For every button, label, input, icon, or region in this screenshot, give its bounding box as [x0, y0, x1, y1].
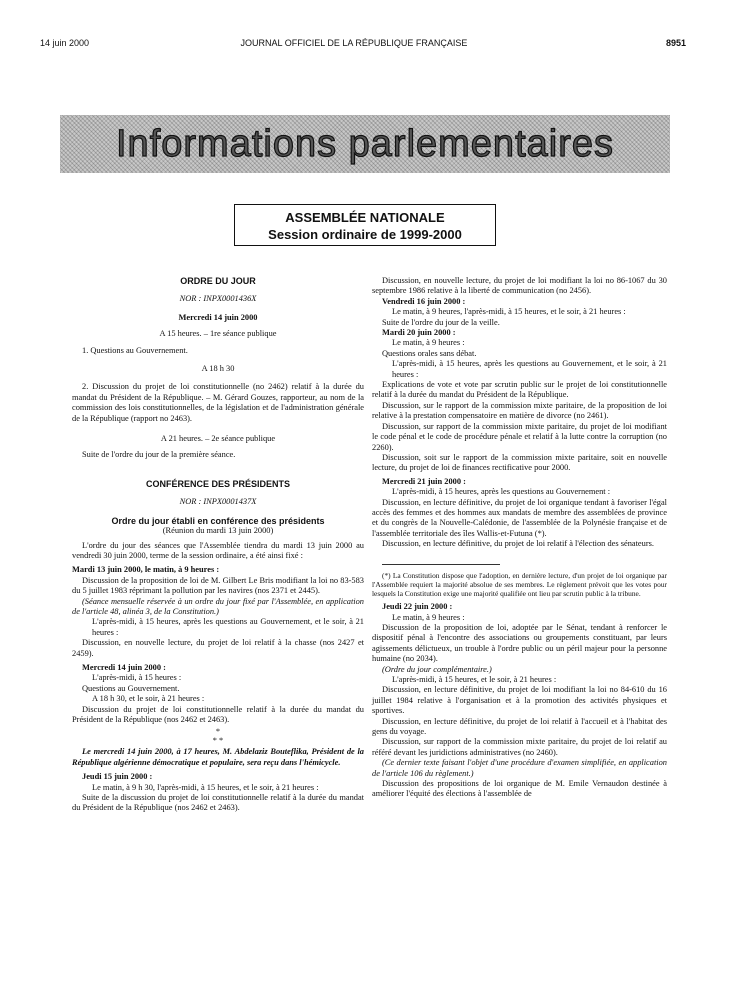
paragraph: L'après-midi, à 15 heures, après les questions au Gouvernement, et le soir, à 21 heures : — [392, 359, 667, 379]
item-1: 1. Questions au Gouvernement. — [82, 345, 188, 355]
paragraph: Questions au Gouvernement. — [82, 683, 180, 693]
paragraph: Discussion de la proposition de loi, adoptée par le Sénat, tendant à renforcer le dispositif pénal à l'encontre des associations ou groupements constituant, par leurs agissements délictueux, un trouble à l'ordre public ou un péril majeur pour la personne humaine (no 2034). — [372, 622, 667, 664]
paragraph: Discussion, en lecture définitive, du projet de loi relatif à l'élection des sénateurs. — [382, 539, 654, 549]
day-heading: Mercredi 14 juin 2000 — [178, 312, 258, 322]
seance-1: A 15 heures. – 1re séance publique — [159, 329, 277, 339]
paragraph: Discussion, sur le rapport de la commission mixte paritaire, de la proposition de loi relative à la prestation compensatoire en matière de divorce (no 2461). — [372, 400, 667, 421]
day-heading: Mercredi 21 juin 2000 : — [382, 476, 466, 486]
paragraph: Questions orales sans débat. — [382, 348, 477, 358]
paragraph: (Ordre du jour complémentaire.) — [382, 664, 492, 674]
paragraph: Le matin, à 9 heures : — [392, 338, 465, 348]
left-column — [72, 276, 364, 814]
paragraph: Le mercredi 14 juin 2000, à 17 heures, M. Abdelaziz Bouteflika, Président de la République algérienne démocratique et populaire, sera reçu dans l'hémicycle. — [72, 747, 364, 767]
intro: L'ordre du jour des séances que l'Assemblée tiendra du mardi 13 juin 2000 au vendredi 30 juin 2000, terme de la session ordinaire, a été ainsi fixé : — [72, 540, 364, 560]
page-number: 8951 — [665, 38, 686, 48]
seance-2: A 21 heures. – 2e séance publique — [160, 434, 276, 444]
paragraph: Discussion des propositions de loi organique de M. Emile Vernaudon destinée à améliorer l'équité des élections à l'assemblée de — [372, 779, 667, 799]
session-name: Session ordinaire de 1999-2000 — [268, 227, 462, 242]
paragraph: L'après-midi, à 15 heures, après les questions au Gouvernement : — [392, 487, 611, 497]
right-column — [372, 276, 667, 800]
nor-2: NOR : INPX0001437X — [179, 497, 257, 507]
conference-title: CONFÉRENCE DES PRÉSIDENTS — [145, 478, 291, 489]
day-heading: Mardi 20 juin 2000 : — [382, 328, 456, 338]
paragraph: L'après-midi, à 15 heures : — [92, 673, 182, 683]
paragraph: (Ce dernier texte faisant l'objet d'une procédure d'examen simplifiée, en application de l'article 106 du règlement.) — [372, 758, 667, 778]
assembly-box — [234, 204, 496, 246]
paragraph: Discussion du projet de loi constitutionnelle relatif à la durée du mandat du Président de la République (nos 2462 et 2463). — [72, 704, 364, 724]
day-heading: Jeudi 22 juin 2000 : — [382, 602, 453, 612]
paragraph: Suite de l'ordre du jour de la veille. — [382, 317, 500, 327]
ordre-du-jour-title: ORDRE DU JOUR — [180, 276, 256, 286]
section-banner — [60, 115, 670, 173]
paragraph: Discussion, en lecture définitive, du projet de loi organique tendant à favoriser l'égal accès des femmes et des hommes aux mandats de membre des assemblées de province et du congrès de la Nouvelle-Calédonie, de l'assemblée de la Polynésie française et de l'assemblée territoriale des îles Wallis-et-Futuna (*). — [372, 497, 667, 538]
paragraph: Le matin, à 9 heures, l'après-midi, à 15 heures, et le soir, à 21 heures : — [392, 307, 626, 317]
suite-1: Suite de l'ordre du jour de la première séance. — [82, 450, 236, 460]
footnote: (*) La Constitution dispose que l'adoption, en dernière lecture, d'un projet de loi organique par l'Assemblée requiert la majorité absolue de ses membres. Le règlement prévoit que les votes pour lesquels la Constitution exige une majorité qualifiée ont lieu par scrutin public à la tribune. — [372, 570, 667, 598]
journal-title: JOURNAL OFFICIEL DE LA RÉPUBLIQUE FRANÇAISE — [240, 38, 468, 48]
paragraph: Discussion de la proposition de loi de M. Gilbert Le Bris modifiant la loi no 83-583 du 5 juillet 1983 réprimant la pollution par les navires (nos 2371 et 2445). — [72, 575, 364, 596]
paragraph: Explications de vote et vote par scrutin public sur le projet de loi constitutionnelle relatif à la durée du mandat du Président de la République. — [372, 380, 667, 400]
day-heading: Jeudi 15 juin 2000 : — [82, 772, 153, 782]
paragraph: L'après-midi, à 15 heures, après les questions au Gouvernement, et le soir, à 21 heures : — [92, 617, 364, 637]
assembly-name: ASSEMBLÉE NATIONALE — [285, 210, 445, 225]
paragraph: Suite de la discussion du projet de loi constitutionnelle relatif à la durée du mandat du Président de la République (nos 2462 et 2463). — [72, 793, 364, 813]
paragraph: A 18 h 30, et le soir, à 21 heures : — [92, 694, 205, 704]
day-heading: Vendredi 16 juin 2000 : — [382, 296, 466, 306]
paragraph: Discussion, soit sur le rapport de la commission mixte paritaire, soit en nouvelle lecture, du projet de loi de finances rectificative pour 2000. — [372, 452, 667, 473]
paragraph: Discussion, en nouvelle lecture, du projet de loi relatif à la chasse (nos 2427 et 2459). — [72, 638, 364, 658]
ordre-etabli-title: Ordre du jour établi en conférence des présidents — [111, 515, 325, 526]
stars-separator: * * * — [212, 727, 224, 746]
paragraph: Discussion, en lecture définitive, du projet de loi relatif à l'accueil et à l'habitat des gens du voyage. — [372, 716, 667, 737]
footnote-separator — [382, 564, 500, 565]
banner-title: Informations parlementaires — [116, 122, 614, 165]
paragraph: Discussion, sur rapport de la commission mixte paritaire, du projet de loi modifiant le code pénal et le code de procédure pénale et relatif à la lutte contre la corruption (no 2260). — [372, 421, 667, 452]
paragraph: Le matin, à 9 h 30, l'après-midi, à 15 heures, et le soir, à 21 heures : — [92, 782, 319, 792]
paragraph: L'après-midi, à 15 heures, et le soir, à 21 heures : — [392, 675, 557, 685]
time-1: A 18 h 30 — [201, 364, 235, 374]
header-date: 14 juin 2000 — [40, 38, 90, 48]
day-heading: Mercredi 14 juin 2000 : — [82, 662, 166, 672]
paragraph: (Séance mensuelle réservée à un ordre du jour fixé par l'Assemblée, en application de l'article 48, alinéa 3, de la Constitution.) — [72, 596, 364, 616]
item-2: 2. Discussion du projet de loi constitutionnelle (no 2462) relatif à la durée du mandat du Président de la République. – M. Gérard Gouzes, rapporteur, au nom de la commission des lois constitutionnelles, de la législation et de l'administration générale de la République (rapport no 2463). — [72, 382, 364, 423]
paragraph: Discussion, en nouvelle lecture, du projet de loi modifiant la loi no 86-1067 du 30 septembre 1986 relative à la liberté de communication (no 2456). — [372, 276, 667, 296]
paragraph: Discussion, en lecture définitive, du projet de loi modifiant la loi no 84-610 du 16 juillet 1984 relative à l'organisation et à la promotion des activités physiques et sportives. — [372, 685, 667, 716]
nor-1: NOR : INPX0001436X — [179, 294, 257, 304]
page-header — [40, 38, 686, 52]
day-heading: Mardi 13 juin 2000, le matin, à 9 heures : — [72, 565, 220, 575]
paragraph: Le matin, à 9 heures : — [392, 612, 465, 622]
paragraph: Discussion, sur rapport de la commission mixte paritaire, du projet de loi relatif au référé devant les juridictions administratives (no 2460). — [372, 737, 667, 757]
reunion-date: (Réunion du mardi 13 juin 2000) — [162, 526, 274, 536]
